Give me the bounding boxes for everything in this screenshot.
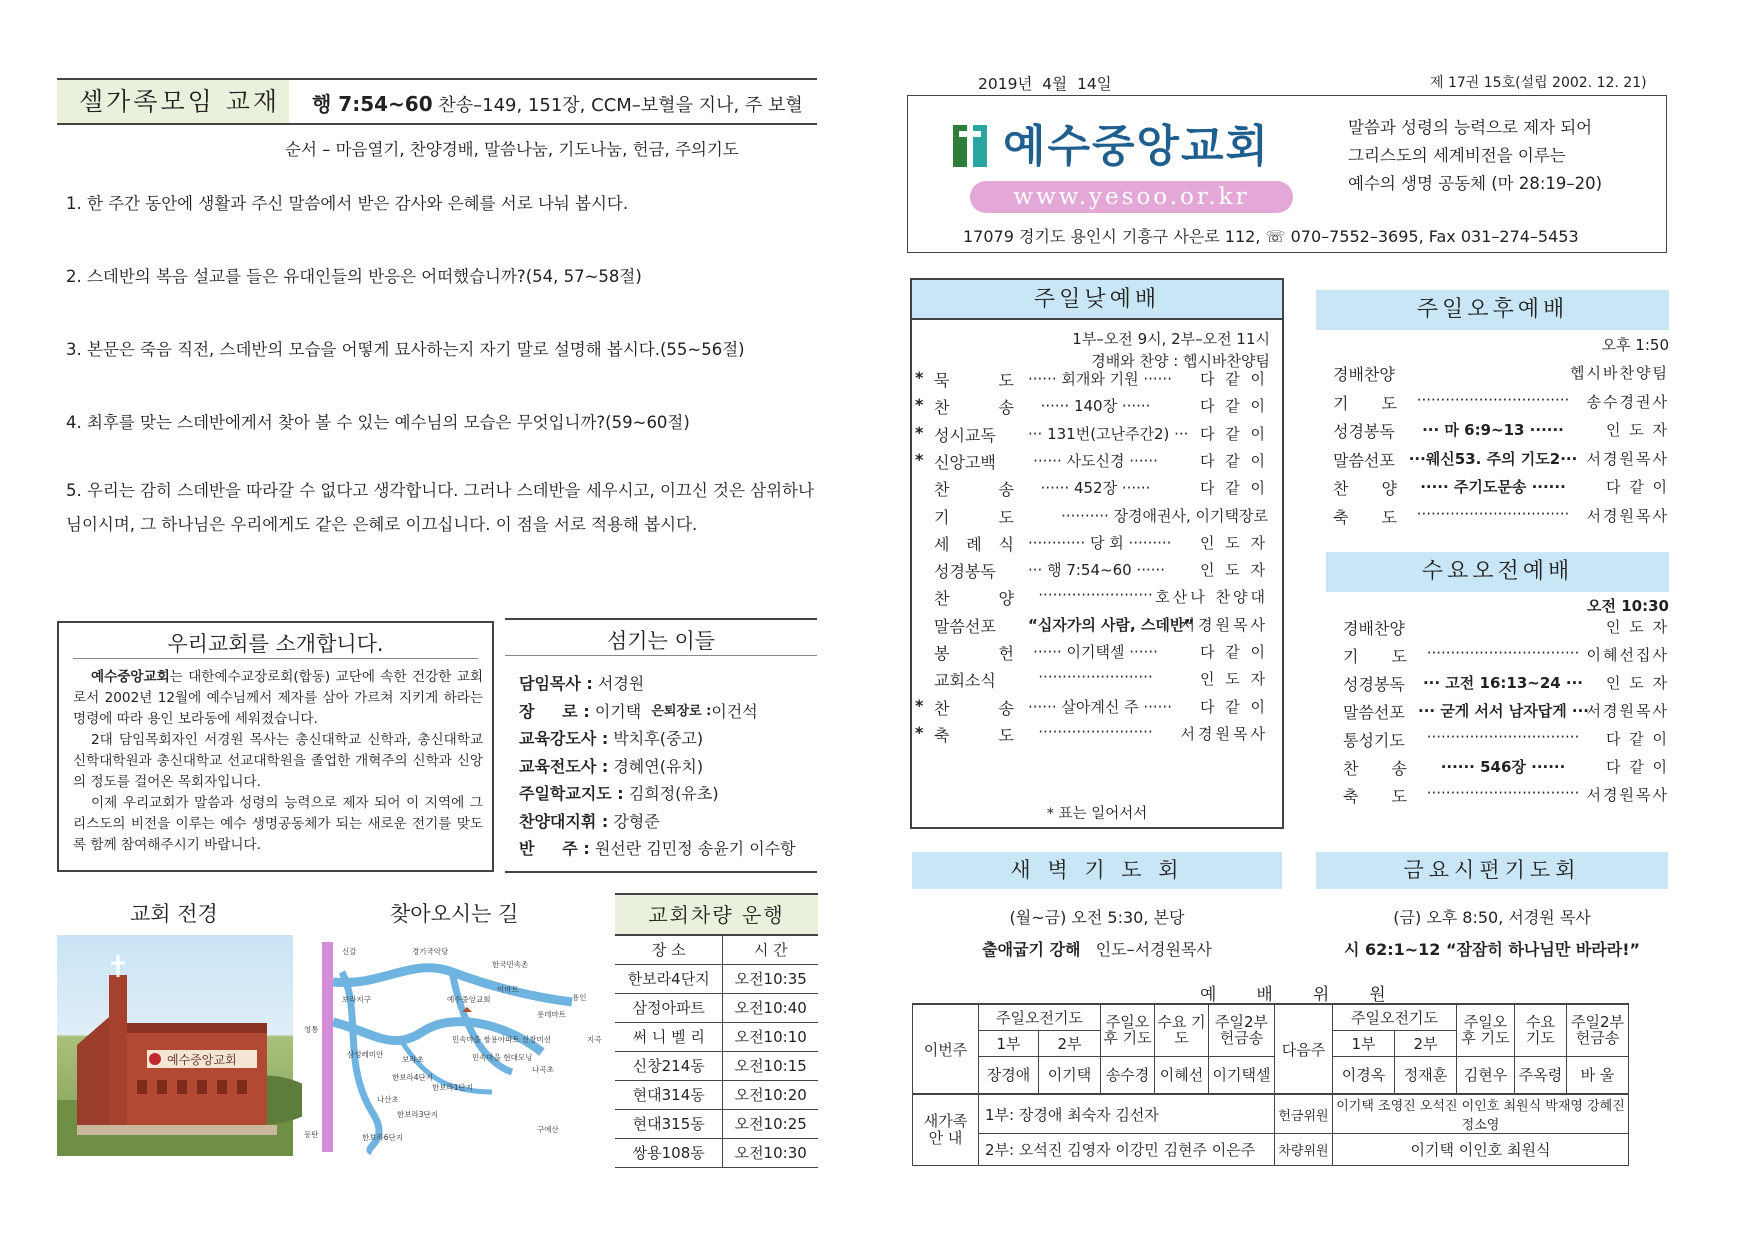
cell-title: 셀가족모임 교재 (57, 80, 289, 123)
service-item-name: 찬 양 (1333, 479, 1397, 498)
staff-role: 담임목사 : (519, 674, 593, 693)
service-item-name: 축 도 (1343, 787, 1407, 806)
intro-paragraph-3: 이제 우리교회가 말씀과 성령의 능력으로 제자 되어 이 지역에 그리스도의 비전을 이루는 예수 생명공동체가 되는 새로운 전기를 맞도록 함께 참여해주시기 바랍니다. (73, 795, 483, 853)
staff-row (519, 753, 814, 781)
service-item-name: 신앙고백 (934, 452, 996, 472)
question-3: 3. 본문은 죽음 직전, 스데반의 모습을 어떻게 묘사하는지 자기 말로 설명해 봅시다.(55~56절) (66, 340, 745, 359)
service-title: 주일오후예배 (1316, 290, 1669, 330)
dawn-time: (월~금) 오전 5:30, 본당 (1009, 908, 1185, 927)
service-item-leader: 서경원목사 (1586, 786, 1669, 804)
service-item-detail: ··· 고전 16:13~24 ··· (1422, 674, 1584, 692)
table-row (913, 1056, 1629, 1094)
service-item-name: 세 례 식 (934, 534, 1014, 554)
service-item-name: 찬 송 (1343, 759, 1407, 778)
service-item-name: 성경봉독 (1333, 422, 1395, 441)
standing-marker: * (915, 395, 924, 415)
table-row (615, 1022, 818, 1051)
table-row (913, 1094, 1629, 1134)
intro-paragraph-1: 는 대한예수교장로회(합동) 교단에 속한 건강한 교회로서 2002년 12월에 예수님께서 제자를 삼아 가르쳐 지키게 하라는 명령에 따라 용인 보라동에 세워졌습니다. (73, 669, 483, 727)
church-photo (57, 935, 293, 1156)
staff-list (519, 670, 814, 863)
vehicle-stop: 한보라4단지 (615, 964, 723, 993)
worship-committee-title: 예배위원 (1200, 985, 1426, 1005)
map-label: 삼성레미안 (347, 1050, 384, 1059)
service-item-name: 성경봉독 (1343, 675, 1405, 694)
column-header: 장 소 (615, 935, 723, 964)
table-cell: 정재훈 (1395, 1056, 1457, 1094)
map-label: 민속마을 쌍용아파트 (452, 1035, 520, 1044)
map-label: 보라지구 (342, 995, 371, 1004)
service-praise-line: 경배와 찬양 : 헵시바찬양팀 (1091, 352, 1270, 370)
service-title: 수요오전예배 (1326, 552, 1669, 592)
service-item-detail: ··· 131번(고난주간2) ··· (1028, 424, 1189, 443)
staff-person: 원선란 김민정 송윤기 이수항 (594, 839, 796, 858)
dawn-prayer (912, 852, 1282, 960)
church-address: 17079 경기도 용인시 기흥구 사은로 112, ☏ 070–7552–3695, Fax 031–274–5453 (963, 227, 1579, 246)
church-name: 예수중앙교회 (1003, 121, 1271, 172)
map-label: 동탄 (304, 1130, 319, 1139)
church-motto (1348, 114, 1658, 198)
motto-line: 예수의 생명 공동체 (마 28:19–20) (1348, 174, 1603, 193)
map-label: 한국민속촌 (492, 960, 529, 969)
table-row (913, 1004, 1629, 1030)
worship-committee-table (912, 1003, 1629, 1166)
dawn-series: 출애굽기 강해 (982, 940, 1081, 959)
service-item-leader: 다 같 이 (1605, 478, 1669, 496)
service-item-detail: ································ (1416, 390, 1570, 409)
service-item-leader: 서경원목사 (1586, 702, 1669, 720)
table-cell: 장경애 (979, 1056, 1039, 1094)
map-label: 예수중앙교회 (447, 995, 491, 1004)
table-header-row (615, 935, 818, 964)
photo-sign-text: 예수중앙교회 (167, 1053, 237, 1067)
service-title: 주일낮예배 (912, 280, 1282, 320)
vehicle-time: 오전10:35 (723, 964, 818, 993)
map-label: 한보라4단지 (392, 1073, 433, 1082)
staff-person: 경혜연(유치) (613, 756, 704, 776)
map-label: 경기국악당 (412, 947, 449, 956)
table-cell: 주옥령 (1515, 1056, 1567, 1094)
table-row (615, 1109, 818, 1138)
map-label: 영통 (304, 1025, 319, 1034)
sunday-morning-service (910, 278, 1284, 829)
map-label: 한보라1단지 (432, 1083, 473, 1092)
vehicle-time: 오전10:20 (723, 1080, 818, 1109)
service-item-leader: 다 같 이 (1199, 424, 1268, 443)
table-cell: 송수경 (1101, 1056, 1155, 1094)
column-header: 주일오전기도 (1333, 1004, 1457, 1030)
church-building-image (57, 935, 293, 1156)
column-header: 2부 (1395, 1030, 1457, 1056)
friday-passage: 시 62:1~12 “잠잠히 하나님만 바라라!” (1343, 940, 1641, 959)
intro-paragraph-2: 2대 담임목회자인 서경원 목사는 총신대학교 신학과, 총신대학교 신학대학원과 총신대학교 선교대학원을 졸업한 개혁주의 신학과 신앙의 정도를 걸어온 목회자입니다. (73, 732, 483, 790)
service-item-leader: 이혜선집사 (1586, 646, 1669, 664)
staff-role: 교육전도사 : (519, 756, 609, 776)
vehicle-time: 오전10:10 (723, 1022, 818, 1051)
motto-line: 말씀과 성령의 능력으로 제자 되어 (1348, 118, 1593, 137)
service-item-detail: ································ (1416, 504, 1570, 523)
map-title: 찾아오시는 길 (390, 902, 519, 926)
staff-row (519, 780, 814, 808)
service-item-leader: 인 도 자 (1199, 561, 1268, 580)
next-week-label: 다음주 (1275, 1004, 1333, 1094)
column-header: 수요 기도 (1515, 1004, 1567, 1056)
service-item-name: 기 도 (1343, 647, 1407, 666)
staff-role: 반 주 : (519, 839, 590, 858)
sunday-afternoon-service (1316, 290, 1669, 527)
service-item-leader: 다 같 이 (1199, 643, 1268, 661)
service-item-leader: 서경원목사 (1180, 724, 1268, 743)
table-row (615, 964, 818, 993)
column-header: 1부 (979, 1030, 1039, 1056)
map-label: 신갈 (342, 947, 357, 956)
service-item-name: 묵 도 (934, 371, 1014, 390)
staff-role: 찬양대지휘 : (519, 811, 609, 831)
map-label: 지곡 (587, 1035, 602, 1044)
service-item-detail: ······ 140장 ······ (1040, 397, 1151, 416)
table-cell: 바 울 (1567, 1056, 1629, 1094)
new-family-first: 1부: 장경애 최숙자 김선자 (979, 1094, 1275, 1134)
standing-marker: * (915, 422, 924, 442)
motto-line: 그리스도의 세계비전을 이루는 (1348, 146, 1566, 165)
map-label: 한보라6단지 (362, 1133, 403, 1142)
table-row (615, 1138, 818, 1167)
question-4: 4. 최후를 맞는 스데반에게서 찾아 볼 수 있는 예수님의 모습은 무엇입니까?(59~60절) (66, 413, 690, 432)
service-item-name: 말씀선포 (1333, 450, 1395, 470)
service-times (1072, 328, 1270, 372)
column-header: 2부 (1039, 1030, 1101, 1056)
church-url[interactable]: www.yesoo.or.kr (970, 181, 1293, 213)
staff-person: 박치후(중고) (613, 729, 704, 748)
vehicle-stop: 쌍용108동 (615, 1138, 723, 1167)
service-item-name: 축 도 (934, 725, 1014, 745)
staff-role: 장 로 : (519, 701, 590, 721)
offering-label: 헌금위원 (1275, 1094, 1333, 1134)
service-item-leader: 서경원목사 (1586, 449, 1669, 468)
service-item-leader: 다 같 이 (1605, 730, 1669, 748)
column-header: 주일오후 기도 (1457, 1004, 1515, 1056)
church-logo-icon (953, 115, 987, 167)
intro-title: 우리교회를 소개합니다. (73, 623, 478, 659)
service-item-leader: 서경원목사 (1586, 506, 1669, 525)
staff-person: 강형준 (613, 811, 660, 831)
vehicle-stop: 삼정아파트 (615, 993, 723, 1022)
service-item-detail: ············ 당 회 ········· (1028, 533, 1172, 552)
vehicle-stop: 신창214동 (615, 1051, 723, 1080)
standing-marker: * (915, 722, 924, 742)
photo-title: 교회 전경 (130, 902, 218, 926)
service-item-leader: 다 같 이 (1199, 397, 1268, 416)
intro-text (73, 667, 483, 856)
map-label: 롯데마트 (537, 1010, 566, 1019)
standing-marker: * (915, 449, 924, 469)
staff-person: 이건석 (711, 701, 758, 721)
masthead (907, 95, 1667, 253)
staff-role: 주일학교지도 : (519, 784, 624, 803)
table-cell: 이기택 (1039, 1056, 1101, 1094)
vehicle-time: 오전10:25 (723, 1109, 818, 1138)
service-item-leader: 다 같 이 (1199, 451, 1268, 470)
column-header: 수요 기도 (1155, 1004, 1209, 1056)
service-item-name: 말씀선포 (1343, 703, 1405, 722)
service-item-leader: 다 같 이 (1199, 479, 1268, 498)
map-graphic (302, 942, 604, 1152)
service-time-line: 1부–오전 9시, 2부–오전 11시 (1072, 330, 1270, 348)
service-item-leader: 다 같 이 (1605, 758, 1669, 776)
friday-time: (금) 오후 8:50, 서경원 목사 (1393, 908, 1591, 927)
cell-hymns: 찬송–149, 151장, CCM–보혈을 지나, 주 보혈 (438, 95, 803, 116)
table-cell: 김현우 (1457, 1056, 1515, 1094)
service-item-detail: ································ (1426, 784, 1580, 802)
map-label: 용인 (572, 993, 587, 1002)
cell-header (57, 78, 817, 125)
service-item-name: 기 도 (934, 507, 1014, 527)
cell-order: 순서 – 마음열기, 찬양경배, 말씀나눔, 기도나눔, 헌금, 주의기도 (285, 140, 739, 159)
directions-map (302, 942, 604, 1152)
column-header: 주일오후 기도 (1101, 1004, 1155, 1056)
service-item-leader: 인 도 자 (1605, 674, 1669, 692)
service-item-detail: ························ (1038, 722, 1153, 741)
staff-person: 김희정(유초) (628, 784, 719, 803)
service-item-detail: ························ (1038, 668, 1153, 687)
service-item-name: 경배찬양 (1343, 619, 1405, 638)
staff-person: 이기택 (594, 701, 642, 721)
dawn-detail (912, 937, 1282, 960)
service-item-name: 성시교독 (934, 425, 996, 445)
staff-row (519, 725, 814, 753)
staff-role: 은퇴장로 : (651, 703, 712, 719)
service-item-name: 봉 헌 (934, 644, 1014, 663)
service-item-leader: 인 도 자 (1199, 670, 1268, 689)
table-cell: 이기택셀 (1209, 1056, 1275, 1094)
car-label: 차량위원 (1275, 1134, 1333, 1166)
map-label: 나곡초 (532, 1065, 554, 1074)
column-header: 주일2부 헌금송 (1567, 1004, 1629, 1056)
car-members: 이기택 이인호 최원식 (1333, 1134, 1629, 1166)
question-5: 5. 우리는 감히 스데반을 따라갈 수 없다고 생각합니다. 그러나 스데반을 세우시고, 이끄신 것은 삼위하나님이시며, 그 하나님은 우리에게도 같은 은혜로 이끄십니다. 이 점을 서로 적용해 봅시다. (66, 481, 814, 534)
column-header: 주일2부 헌금송 (1209, 1004, 1275, 1056)
intro-church-name: 예수중앙교회 (91, 669, 170, 685)
service-item-leader: 인 도 자 (1605, 421, 1669, 439)
staff-person: 서경원 (597, 674, 645, 693)
standing-note: * 표는 일어서서 (1046, 806, 1148, 822)
service-item-name: 찬 양 (934, 589, 1014, 609)
service-item-detail: ························ (1038, 586, 1153, 605)
service-item-name: 기 도 (1333, 393, 1397, 413)
service-item-detail: ································ (1426, 728, 1580, 746)
service-item-detail: ······ 회개와 기원 ······ (1028, 370, 1172, 388)
staff-section (505, 618, 817, 873)
service-item-detail: ······ 살아계신 주 ······ (1028, 697, 1172, 716)
vehicle-time: 오전10:40 (723, 993, 818, 1022)
standing-marker: * (915, 695, 924, 715)
new-family-label: 새가족 안 내 (913, 1094, 979, 1166)
staff-row (519, 808, 814, 836)
friday-psalm-prayer (1316, 852, 1668, 960)
new-family-second: 2부: 오석진 김영자 이강민 김현주 이은주 (979, 1134, 1275, 1166)
map-label: 나산초 (377, 1095, 399, 1104)
friday-title: 금요시편기도회 (1316, 852, 1668, 889)
service-item-detail: ······ 452장 ······ (1040, 479, 1151, 498)
service-item-detail: ···웨신53. 주의 기도2··· (1408, 449, 1578, 468)
service-item-detail: ································ (1426, 644, 1580, 662)
vehicle-stop: 써 니 벨 리 (615, 1022, 723, 1051)
map-label: 한보라3단지 (397, 1110, 438, 1119)
column-header: 1부 (1333, 1030, 1395, 1056)
vehicle-schedule (615, 893, 818, 1168)
service-item-leader: 다 같 이 (1199, 370, 1268, 388)
cell-scripture-ref (312, 88, 803, 117)
service-item-name: 찬 송 (934, 480, 1014, 500)
church-intro-box (57, 621, 494, 872)
staff-row (519, 698, 814, 726)
service-item-leader: 서경원목사 (1180, 615, 1268, 634)
service-item-leader: 헵시바찬양팀 (1570, 364, 1669, 382)
service-item-name: 축 도 (1333, 507, 1397, 527)
service-item-detail: ······ 이기택셀 ······ (1033, 643, 1158, 661)
vehicle-stop: 현대314동 (615, 1080, 723, 1109)
service-item-detail: ······ 546장 ······ (1440, 758, 1566, 776)
service-item-leader: 인 도 자 (1199, 533, 1268, 552)
service-item-detail: ······ 사도신경 ······ (1033, 451, 1158, 470)
table-row (913, 1134, 1629, 1166)
dawn-leader: 인도–서경원목사 (1095, 940, 1212, 959)
standing-marker: * (915, 368, 924, 387)
service-item-detail: ····· 주기도문송 ······ (1420, 478, 1566, 496)
map-label: 보라초 (402, 1055, 424, 1064)
service-item-detail: “십자가의 사람, 스데반” (1028, 615, 1195, 634)
map-label: 민속마을 현대모닝 (472, 1053, 533, 1062)
bulletin-volume: 제 17권 15호(설립 2002. 12. 21) (1430, 75, 1647, 91)
map-label: 신창미션 (522, 1035, 551, 1044)
this-week-label: 이번주 (913, 1004, 979, 1094)
column-header: 주일오전기도 (979, 1004, 1101, 1030)
service-item-leader: 다 같 이 (1199, 697, 1268, 716)
service-item-detail: ··· 굳게 서서 남자답게 ··· (1418, 702, 1589, 720)
service-item-leader: 호산나 찬양대 (1155, 588, 1268, 607)
staff-row (519, 670, 814, 698)
service-item-name: 성경봉독 (934, 562, 996, 582)
service-item-name: 교회소식 (934, 671, 996, 691)
staff-title: 섬기는 이들 (505, 620, 817, 656)
service-item-detail: ··· 행 7:54~60 ······ (1028, 561, 1166, 580)
service-item-name: 찬 송 (934, 398, 1014, 418)
vehicle-stop: 현대315동 (615, 1109, 723, 1138)
table-row (615, 993, 818, 1022)
vehicle-table (615, 934, 818, 1168)
service-item-name: 경배찬양 (1333, 365, 1395, 384)
table-cell: 이혜선 (1155, 1056, 1209, 1094)
service-item-name: 통성기도 (1343, 731, 1405, 750)
map-label: 이마트 (497, 985, 519, 994)
column-header: 시 간 (723, 935, 818, 964)
service-time: 오전 10:30 (1587, 597, 1669, 615)
vehicle-title: 교회차량 운행 (615, 893, 818, 934)
service-item-name: 말씀선포 (934, 616, 996, 636)
question-2: 2. 스데반의 복음 설교를 들은 유대인들의 반응은 어떠했습니까?(54, 57~58절) (66, 267, 642, 286)
vehicle-time: 오전10:15 (723, 1051, 818, 1080)
service-item-detail: ··· 마 6:9~13 ······ (1422, 421, 1564, 439)
staff-row (519, 835, 814, 863)
service-item-name: 찬 송 (934, 698, 1014, 718)
table-row (615, 1080, 818, 1109)
cell-scripture: 행 7:54~60 (312, 92, 433, 116)
table-row (615, 1051, 818, 1080)
offering-members: 이기택 조영진 오석진 이인호 최원식 박재영 강혜진 정소영 (1333, 1094, 1629, 1134)
map-label: 구에산 (537, 1125, 559, 1134)
service-item-leader: 송수경권사 (1586, 392, 1669, 411)
table-cell: 이경옥 (1333, 1056, 1395, 1094)
wednesday-morning-service (1326, 552, 1669, 806)
service-item-detail: ·········· 장경애권사, 이기택장로 (1061, 506, 1268, 525)
question-1: 1. 한 주간 동안에 생활과 주신 말씀에서 받은 감사와 은혜를 서로 나눠 봅시다. (66, 194, 629, 213)
dawn-title: 새 벽 기 도 회 (912, 852, 1282, 889)
bulletin-date: 2019년 4월 14일 (978, 75, 1112, 93)
service-time: 오후 1:50 (1601, 336, 1669, 354)
staff-role: 교육강도사 : (519, 729, 609, 748)
vehicle-time: 오전10:30 (723, 1138, 818, 1167)
service-item-leader: 인 도 자 (1605, 618, 1669, 636)
